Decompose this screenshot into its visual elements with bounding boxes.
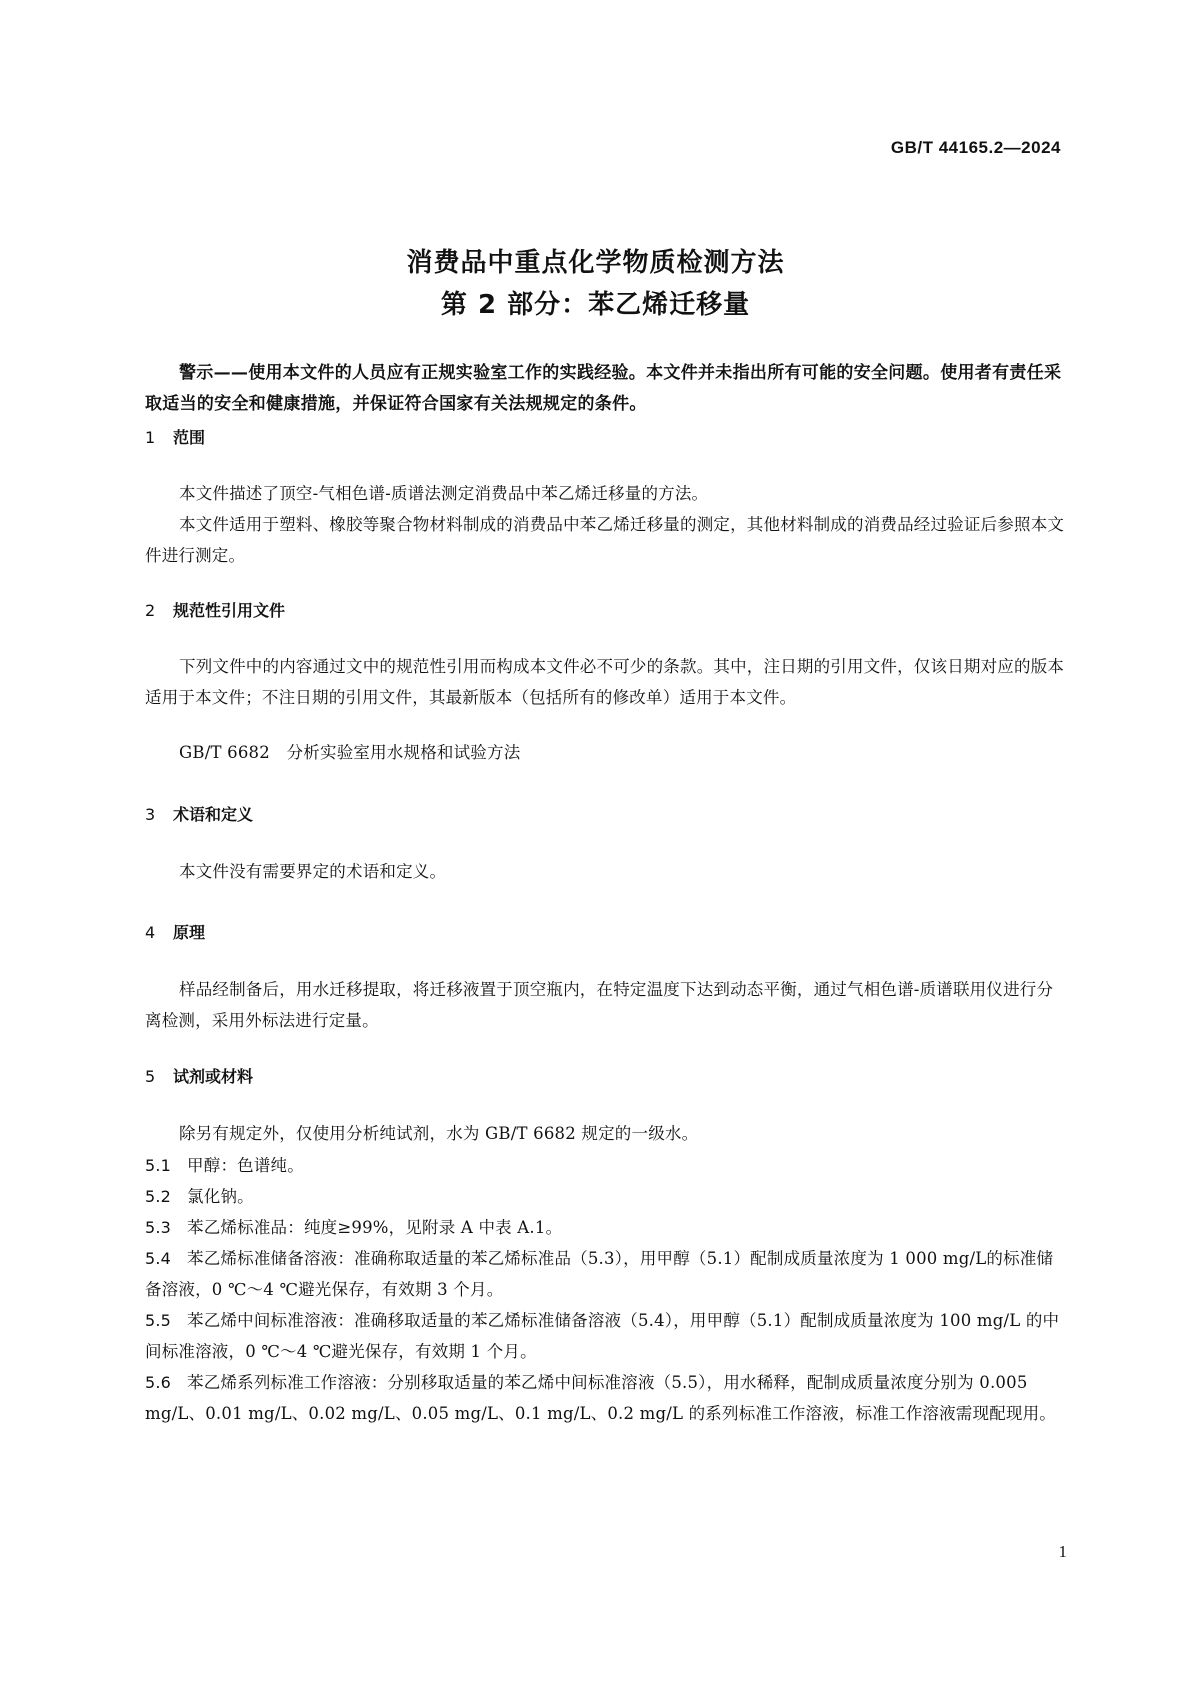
item-text: 苯乙烯中间标准溶液：准确移取适量的苯乙烯标准储备溶液（5.4），用甲醇（5.1）配制成质量浓度为 100 mg/L 的中间标准溶液，0 ℃～4 ℃避光保存，有效期 1 个月。: [145, 1311, 1060, 1361]
item-text: 苯乙烯标准储备溶液：准确称取适量的苯乙烯标准品（5.3），用甲醇（5.1）配制成质量浓度为 1 000 mg/L的标准储备溶液，0 ℃～4 ℃避光保存，有效期 3 个月。: [145, 1249, 1054, 1299]
safety-warning: 警示——使用本文件的人员应有正规实验室工作的实践经验。本文件并未指出所有可能的安全问题。使用者有责任采取适当的安全和健康措施，并保证符合国家有关法规规定的条件。: [145, 363, 1062, 414]
list-item: [145, 1212, 1067, 1243]
paragraph: 除另有规定外，仅使用分析纯试剂，水为 GB/T 6682 规定的一级水。: [179, 1124, 699, 1143]
item-number: 5.2: [145, 1187, 172, 1206]
list-item: [145, 1181, 1067, 1212]
section-number: 5: [145, 1067, 156, 1086]
section-heading-4: [145, 920, 205, 943]
section-heading-5: [145, 1064, 253, 1087]
section-number: 3: [145, 805, 156, 824]
item-number: 5.4: [145, 1249, 172, 1268]
list-item: [145, 1305, 1067, 1367]
document-title-line1: 消费品中重点化学物质检测方法: [406, 248, 785, 278]
paragraph: 本文件描述了顶空-气相色谱-质谱法测定消费品中苯乙烯迁移量的方法。: [179, 484, 709, 503]
section-title: 规范性引用文件: [173, 601, 286, 620]
list-item: [145, 1150, 1067, 1181]
page-number: 1: [1058, 1542, 1067, 1561]
section-title: 原理: [173, 923, 206, 942]
item-number: 5.3: [145, 1218, 172, 1237]
section-title: 术语和定义: [173, 805, 254, 824]
section-heading-1: [145, 425, 205, 448]
item-text: 甲醇：色谱纯。: [187, 1156, 304, 1175]
list-item: [145, 1367, 1067, 1429]
document-title-line2: 第 2 部分：苯乙烯迁移量: [440, 290, 751, 320]
section-heading-2: [145, 598, 285, 621]
section-number: 1: [145, 428, 156, 447]
paragraph: 本文件适用于塑料、橡胶等聚合物材料制成的消费品中苯乙烯迁移量的测定，其他材料制成的消费品经过验证后参照本文件进行测定。: [145, 515, 1065, 565]
paragraph: 样品经制备后，用水迁移提取，将迁移液置于顶空瓶内，在特定温度下达到动态平衡，通过气相色谱-质谱联用仪进行分离检测，采用外标法进行定量。: [145, 980, 1054, 1030]
paragraph: 本文件没有需要界定的术语和定义。: [179, 862, 447, 881]
item-text: 苯乙烯标准品：纯度≥99%，见附录 A 中表 A.1。: [187, 1218, 563, 1237]
section-number: 4: [145, 923, 156, 942]
item-number: 5.6: [145, 1373, 172, 1392]
section-title: 范围: [173, 428, 206, 447]
list-item: [145, 1243, 1067, 1305]
item-text: 苯乙烯系列标准工作溶液：分别移取适量的苯乙烯中间标准溶液（5.5），用水稀释，配制成质量浓度分别为 0.005 mg/L、0.01 mg/L、0.02 mg/L、0.05 mg/L、0.1 mg/L、0.2 mg/L 的系列标准工作溶液，标准工作溶液需现配现用。: [145, 1373, 1057, 1423]
item-text: 氯化钠。: [187, 1187, 254, 1206]
section-heading-3: [145, 802, 253, 825]
standard-number: GB/T 44165.2—2024: [890, 138, 1061, 157]
paragraph: 下列文件中的内容通过文中的规范性引用而构成本文件必不可少的条款。其中，注日期的引用文件，仅该日期对应的版本适用于本文件；不注日期的引用文件，其最新版本（包括所有的修改单）适用于本文件。: [145, 657, 1065, 707]
normative-reference: GB/T 6682 分析实验室用水规格和试验方法: [179, 743, 521, 762]
item-number: 5.1: [145, 1156, 172, 1175]
section-title: 试剂或材料: [173, 1067, 254, 1086]
section-number: 2: [145, 601, 156, 620]
item-number: 5.5: [145, 1311, 172, 1330]
